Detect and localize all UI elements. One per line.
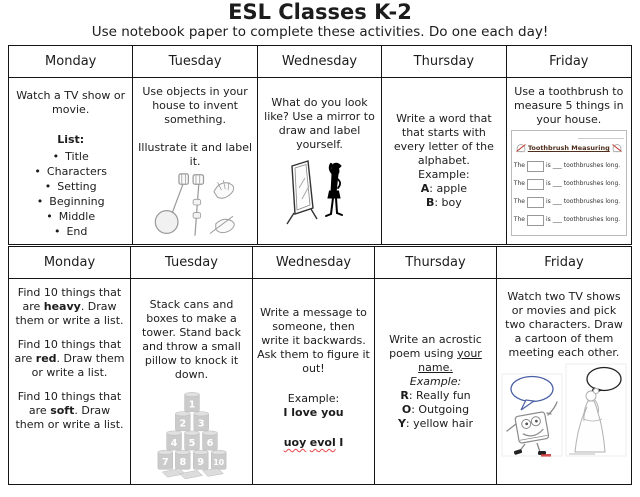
answer-box	[527, 215, 544, 226]
day-header-wednesday: Wednesday	[253, 247, 375, 279]
bullet-icon: •	[34, 165, 41, 178]
example-forward: I love you	[283, 406, 344, 419]
activity-text: Stack cans and boxes to make a tower. Stand back and throw a small pillow to knock it down.	[142, 298, 241, 381]
svg-text:8: 8	[178, 457, 186, 468]
answer-box	[527, 161, 544, 172]
svg-text:9: 9	[196, 457, 204, 468]
list-label: List:	[57, 133, 85, 146]
example-label: Example:	[409, 374, 462, 388]
acrostic-line: O: Outgoing	[401, 402, 470, 416]
bullet-label: Beginning	[49, 195, 105, 208]
svg-text:5: 5	[188, 437, 195, 449]
bullet-icon: •	[44, 180, 52, 193]
activity-cell-week2-monday	[9, 279, 131, 484]
activity-text: Use objects in your house to invent something.	[142, 85, 248, 126]
tooth-icon	[516, 143, 526, 153]
acrostic-line: R: Really fun	[400, 388, 471, 402]
day-header-wednesday: Wednesday	[258, 46, 382, 78]
day-header-tuesday: Tuesday	[133, 46, 257, 78]
activity-text: What do you look like? Use a mirror to draw and label yourself.	[264, 96, 375, 151]
activity-cell-week1-monday	[9, 78, 133, 244]
week2-table	[8, 246, 632, 485]
bullet-list	[34, 149, 107, 239]
acrostic-line: Y: yellow hair	[397, 416, 474, 430]
svg-text:7: 7	[161, 457, 169, 468]
week1-table	[8, 45, 632, 245]
bullet-label: Middle	[58, 210, 96, 223]
worksheet-name-line	[578, 133, 624, 139]
mirror-person-icon	[278, 158, 360, 226]
svg-text:1: 1	[188, 399, 195, 411]
can-pyramid-icon	[150, 388, 234, 479]
day-header-friday: Friday	[497, 247, 631, 279]
bullet-label: Characters	[46, 165, 107, 178]
day-header-friday: Friday	[507, 46, 631, 78]
svg-text:10: 10	[212, 458, 224, 467]
activity-text: Find 10 things that are red. Draw them or write a list.	[14, 338, 125, 379]
bullet-label: Setting	[57, 180, 97, 193]
worksheet-row: The is ___ toothbrushes long.	[514, 159, 624, 173]
activity-text: Watch two TV shows or movies and pick two characters. Draw a cartoon of them meeting each other.	[505, 290, 623, 359]
cartoon-characters-icon	[501, 362, 627, 458]
activity-cell-week2-tuesday	[131, 279, 253, 484]
worksheet-row: The is ___ toothbrushes long.	[514, 195, 624, 209]
activity-text: Write a word that that starts with every letter of the alphabet.	[393, 112, 494, 167]
worksheet-row: The is ___ toothbrushes long.	[514, 177, 624, 191]
example-backward: uoy evol I	[283, 436, 344, 449]
toothbrush-measuring-worksheet	[511, 130, 627, 236]
tooth-icon	[612, 143, 622, 153]
day-header-thursday: Thursday	[382, 46, 506, 78]
activity-text: Find 10 things that are heavy. Draw them or write a list.	[15, 286, 124, 327]
bullet-icon: •	[36, 195, 44, 208]
svg-text:2: 2	[178, 418, 186, 430]
activity-cell-week2-thursday	[375, 279, 497, 484]
answer-box	[527, 197, 544, 208]
activity-cell-week1-friday	[507, 78, 631, 244]
bullet-icon: •	[53, 225, 61, 238]
example-line: B: boy	[425, 196, 462, 209]
activity-text: Write a message to someone, then write it backwards. Ask them to figure it out!	[257, 306, 370, 375]
worksheet-page	[0, 1, 640, 497]
activity-text: Find 10 things that are soft. Draw them or write a list.	[15, 390, 124, 431]
svg-text:4: 4	[170, 437, 177, 449]
example-line: A: apple	[420, 182, 468, 195]
bullet-label: Title	[65, 150, 89, 163]
activity-cell-week1-wednesday	[258, 78, 382, 244]
activity-cell-week2-friday	[497, 279, 631, 484]
activity-text: Use a toothbrush to measure 5 things in your house.	[514, 85, 624, 126]
activity-cell-week1-thursday	[382, 78, 506, 244]
day-header-monday: Monday	[9, 247, 131, 279]
example-label: Example:	[418, 168, 470, 181]
invented-objects-icon	[149, 171, 241, 239]
page-title: ESL Classes K-2	[228, 0, 412, 24]
activity-text: Watch a TV show or movie.	[16, 89, 126, 116]
bullet-icon: •	[46, 210, 53, 223]
bullet-label: End	[66, 225, 88, 238]
svg-text:3: 3	[197, 418, 205, 430]
page-subtitle: Use notebook paper to complete these activities. Do one each day!	[91, 24, 549, 40]
example-label: Example:	[287, 392, 340, 405]
day-header-tuesday: Tuesday	[131, 247, 253, 279]
svg-text:6: 6	[206, 437, 213, 449]
worksheet-row: The is ___ toothbrushes long.	[514, 213, 624, 227]
activity-cell-week1-tuesday	[133, 78, 257, 244]
answer-box	[527, 179, 544, 190]
day-header-thursday: Thursday	[375, 247, 497, 279]
activity-text: Illustrate it and label it.	[138, 141, 253, 168]
day-header-monday: Monday	[9, 46, 133, 78]
activity-cell-week2-wednesday	[253, 279, 375, 484]
worksheet-title: Toothbrush Measuring	[527, 144, 610, 152]
bullet-icon: •	[52, 150, 60, 163]
activity-text: Write an acrostic poem using your name.	[389, 332, 482, 374]
